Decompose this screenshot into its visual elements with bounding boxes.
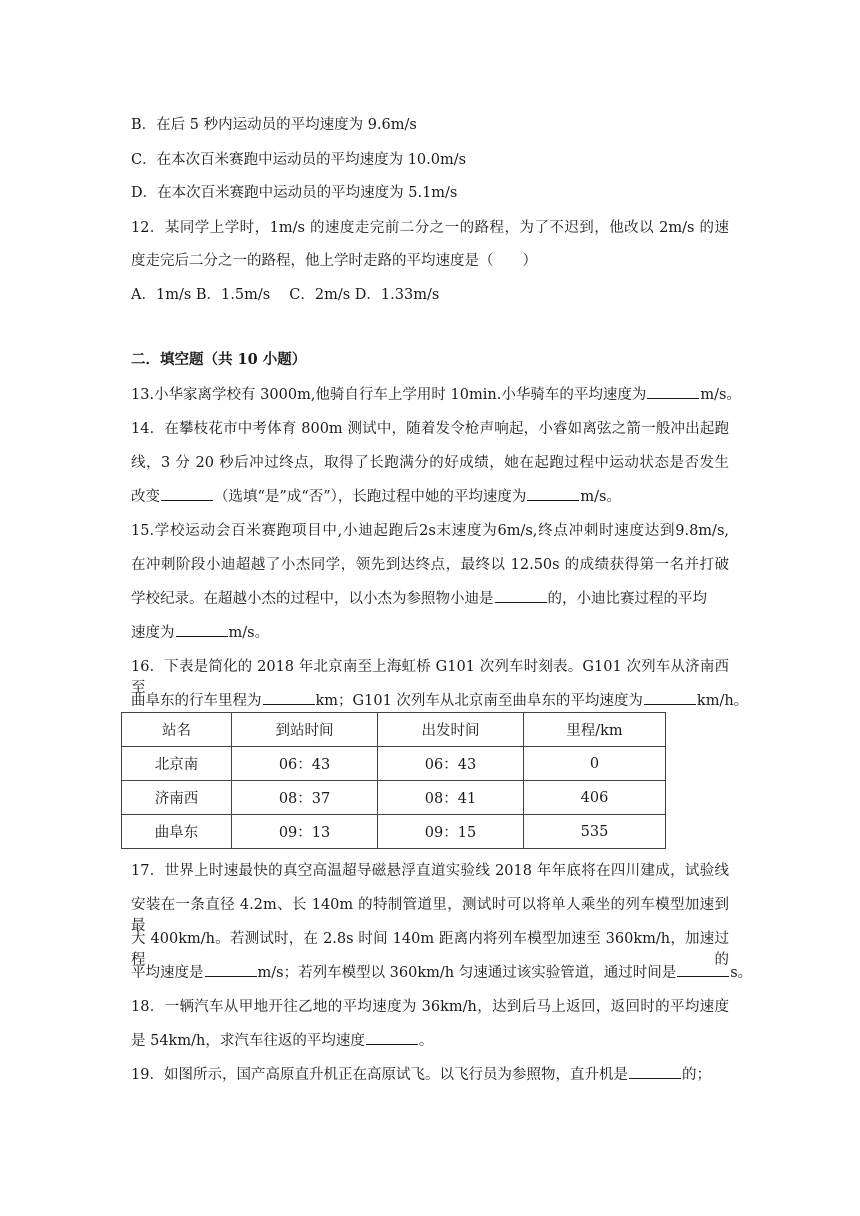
question-14-line-3 xyxy=(131,485,621,506)
question-15-text-b: 的，小迪比赛过程的平均 xyxy=(547,591,707,607)
question-18-text-b: 。 xyxy=(418,1033,434,1049)
question-18-text-a: 是 54km/h，求汽车往返的平均速度 xyxy=(131,1033,365,1049)
question-11-option-d: D．在本次百米赛跑中运动员的平均速度为 5.1m/s xyxy=(131,185,458,201)
question-15-line-4 xyxy=(131,621,269,642)
question-14-text-b: （选填“是”成“否”），长跑过程中她的平均速度为 xyxy=(214,489,527,505)
question-19-text-b: 的； xyxy=(681,1067,711,1083)
table-header-cell: 里程/km xyxy=(523,713,665,747)
question-16-line-1: 16．下表是简化的 2018 年北京南至上海虹桥 G101 次列车时刻表。G101 次列车从济南西至 xyxy=(131,659,729,696)
answer-blank xyxy=(263,690,315,705)
answer-blank xyxy=(161,486,213,501)
question-13 xyxy=(131,383,741,404)
answer-blank xyxy=(527,486,579,501)
table-row xyxy=(122,815,666,849)
answer-blank xyxy=(647,384,699,399)
table-cell: 406 xyxy=(523,781,665,815)
question-18-line-2 xyxy=(131,1029,433,1050)
question-13-unit: m/s。 xyxy=(700,387,741,403)
answer-blank xyxy=(644,690,696,705)
question-16-text-b: km；G101 次列车从北京南至曲阜东的平均速度为 xyxy=(315,693,643,709)
table-cell: 06：43 xyxy=(232,747,378,781)
table-cell: 曲阜东 xyxy=(122,815,232,849)
question-14-text-c: m/s。 xyxy=(580,489,621,505)
table-row xyxy=(122,781,666,815)
question-17-line-4 xyxy=(131,961,752,982)
question-15-text-d: m/s。 xyxy=(228,625,270,641)
question-17-text-a: 平均速度是 xyxy=(131,965,204,981)
table-cell: 0 xyxy=(523,747,665,781)
question-12-line-1: 12．某同学上学时，1m/s 的速度走完前二分之一的路程，为了不迟到，他改以 2m/s 的速 xyxy=(131,220,729,236)
question-12-options: A．1m/s B．1.5m/s C．2m/s D．1.33m/s xyxy=(131,287,440,303)
table-header-row xyxy=(122,713,666,747)
question-19-line-1 xyxy=(131,1063,711,1084)
table-cell: 09：15 xyxy=(378,815,524,849)
question-17-text-b: m/s；若列车模型以 360km/h 匀速通过该实验管道，通过时间是 xyxy=(257,965,677,981)
question-16-text-a: 曲阜东的行车里程为 xyxy=(131,693,262,709)
question-19-text-a: 19．如图所示，国产高原直升机正在高原试飞。以飞行员为参照物，直升机是 xyxy=(131,1067,628,1083)
question-13-text: 13.小华家离学校有 3000m,他骑自行车上学用时 10min.小华骑车的平均速度为 xyxy=(131,387,647,403)
question-12-line-2: 度走完后二分之一的路程，他上学时走路的平均速度是（ ） xyxy=(131,253,537,269)
section-fill-in-title: 二．填空题（共 10 小题） xyxy=(131,351,307,368)
table-cell: 08：41 xyxy=(378,781,524,815)
question-15-text-a: 学校纪录。在超越小杰的过程中，以小杰为参照物小迪是 xyxy=(131,591,494,607)
table-cell: 535 xyxy=(523,815,665,849)
question-14-text-a: 改变 xyxy=(131,489,160,505)
table-cell: 06：43 xyxy=(378,747,524,781)
train-timetable xyxy=(121,712,666,849)
question-14-line-1: 14．在攀枝花市中考体育 800m 测试中，随着发令枪声响起，小睿如离弦之箭一般冲出起跑 xyxy=(131,421,729,437)
question-15-line-1: 15.学校运动会百米赛跑项目中,小迪起跑后2s末速度为6m/s,终点冲刺时速度达到9.8m/s, xyxy=(131,523,729,539)
question-17-line-3: 大 400km/h。若测试时，在 2.8s 时间 140m 距离内将列车模型加速至 360km/h，加速过程的 xyxy=(131,931,729,968)
question-15-line-2: 在冲刺阶段小迪超越了小杰同学，领先到达终点，最终以 12.50s 的成绩获得第一名并打破 xyxy=(131,557,729,573)
question-16-line-2 xyxy=(131,689,748,710)
question-16-text-c: km/h。 xyxy=(696,693,749,709)
table-cell: 北京南 xyxy=(122,747,232,781)
question-11-option-c: C．在本次百米赛跑中运动员的平均速度为 10.0m/s xyxy=(131,152,467,168)
answer-blank xyxy=(176,622,228,637)
question-11-option-b: B．在后 5 秒内运动员的平均速度为 9.6m/s xyxy=(131,117,417,133)
table-header-cell: 站名 xyxy=(122,713,232,747)
table-cell: 济南西 xyxy=(122,781,232,815)
question-17-line-1: 17．世界上时速最快的真空高温超导磁悬浮直道实验线 2018 年年底将在四川建成，试验线 xyxy=(131,863,729,879)
question-15-text-c: 速度为 xyxy=(131,625,175,641)
question-17-text-c: s。 xyxy=(730,965,753,981)
table-header-cell: 出发时间 xyxy=(378,713,524,747)
answer-blank xyxy=(205,962,257,977)
answer-blank xyxy=(629,1064,681,1079)
question-18-line-1: 18．一辆汽车从甲地开往乙地的平均速度为 36km/h，达到后马上返回，返回时的平均速度 xyxy=(131,999,729,1015)
table-header-cell: 到站时间 xyxy=(232,713,378,747)
table-cell: 09：13 xyxy=(232,815,378,849)
table-cell: 08：37 xyxy=(232,781,378,815)
answer-blank xyxy=(366,1030,418,1045)
table-row xyxy=(122,747,666,781)
answer-blank xyxy=(677,962,729,977)
question-14-line-2: 线，3 分 20 秒后冲过终点，取得了长跑满分的好成绩，她在起跑过程中运动状态是否发生 xyxy=(131,455,729,471)
answer-blank xyxy=(495,588,547,603)
question-17-line-2: 安装在一条直径 4.2m、长 140m 的特制管道里，测试时可以将单人乘坐的列车模型加速到最 xyxy=(131,897,729,934)
question-15-line-3 xyxy=(131,587,707,608)
